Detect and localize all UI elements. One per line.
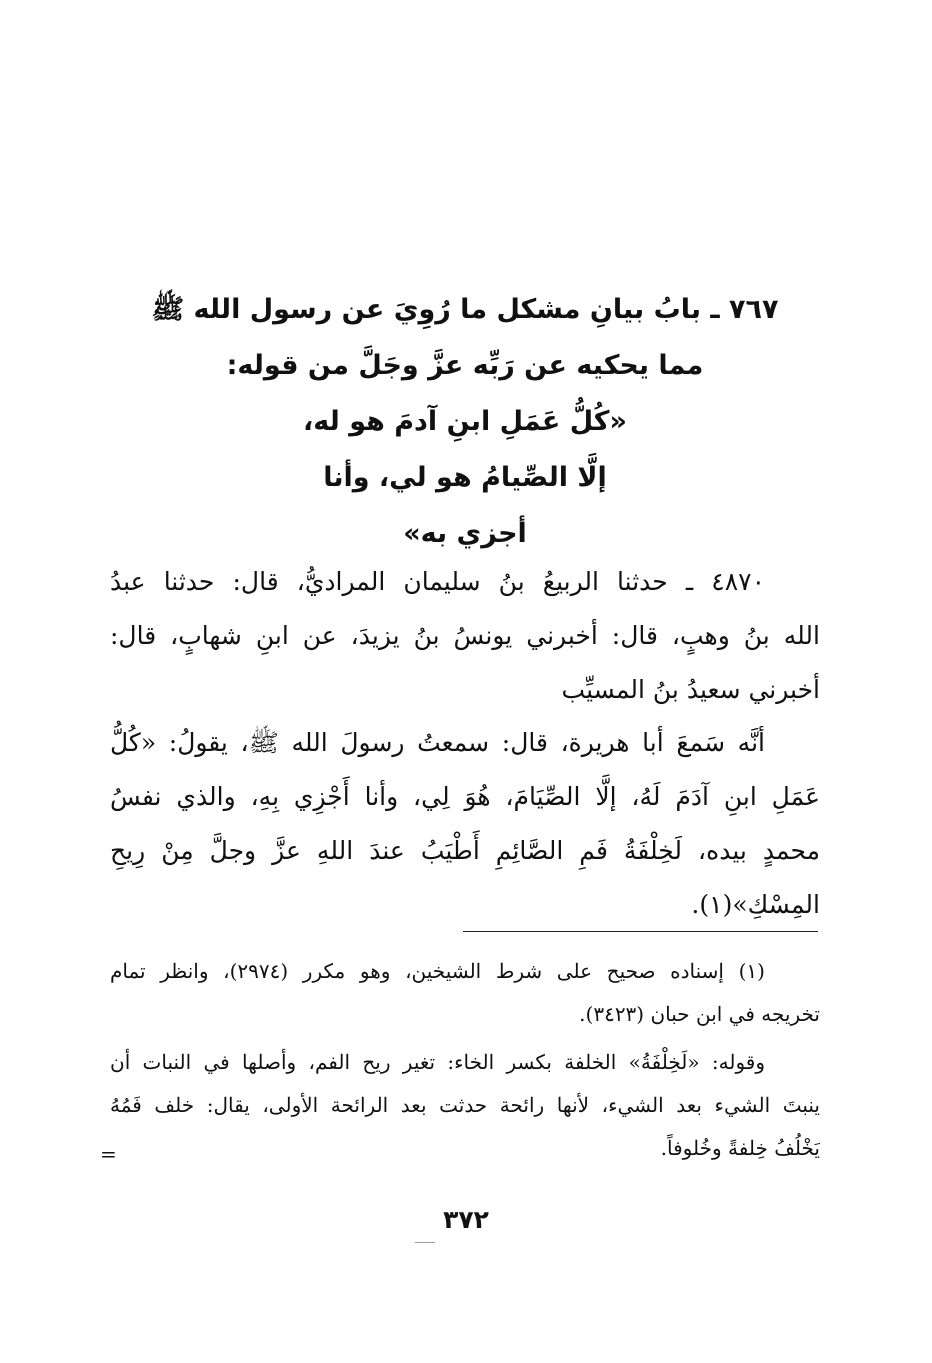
footnote-line: يَخْلُفُ خِلفةً وخُلوفاً. (660, 1136, 820, 1160)
matn-line: عَمَلِ ابنِ آدَمَ لَهُ، إلَّا الصِّيَامَ، هُوَ لِي، وأنا أَجْزِي بِهِ، والذي نفسُ (110, 782, 820, 811)
chapter-heading-line: ٧٦٧ ـ بابُ بيانِ مشكل ما رُوِيَ عن رسول الله ﷺ (151, 294, 779, 325)
isnad-line: ٤٨٧٠ ـ حدثنا الربيعُ بنُ سليمان المراديُّ، قال: حدثنا عبدُ (110, 567, 765, 596)
chapter-heading-line: أجزي به» (403, 518, 527, 549)
footnote-line: (١) إسناده صحيح على شرط الشيخين، وهو مكرر (٢٩٧٤)، وانظر تمام (110, 959, 765, 983)
footnotes (110, 950, 820, 1170)
footnote-line: وقوله: «لَخِلْفَةُ» الخلفة بكسر الخاء: تغير ريح الفم، وأصلها في النبات أن (110, 1050, 765, 1074)
chapter-heading-line: إلَّا الصِّيامُ هو لي، وأنا (323, 462, 607, 493)
footnote-line: ينبتَ الشيء بعد الشيء، لأنها رائحة حدثت بعد الرائحة الأولى، يقال: خلف فَمُهُ (110, 1093, 820, 1117)
chapter-heading-line: «كُلُّ عَمَلِ ابنِ آدمَ هو له، (303, 406, 627, 437)
matn-line: محمدٍ بيده، لَخِلْفَةُ فَمِ الصَّائِمِ أَطْيَبُ عندَ اللهِ عزَّ وجلَّ مِنْ رِيحِ (110, 836, 820, 865)
page-number-underline (415, 1242, 435, 1243)
footnote-divider (463, 931, 818, 932)
matn-line: المِسْكِ»(١). (691, 890, 820, 919)
chapter-heading-line: مما يحكيه عن رَبِّه عزَّ وجَلَّ من قوله: (226, 350, 704, 381)
hadith-matn (110, 716, 820, 932)
matn-line: أنَّه سَمعَ أبا هريرة، قال: سمعتُ رسولَ الله ﷺ، يقولُ: «كُلُّ (110, 728, 765, 757)
footnote-line: تخريجه في ابن حبان (٣٤٢٣). (579, 1002, 820, 1026)
page-number: ٣٧٢ (443, 1205, 489, 1234)
isnad-line: الله بنُ وهبٍ، قال: أخبرني يونسُ بنُ يزيدَ، عن ابنِ شهابٍ، قال: (110, 621, 820, 650)
isnad-line: أخبرني سعيدُ بنُ المسيِّب (561, 675, 820, 704)
footnote-continue-mark: = (100, 1142, 117, 1166)
hadith-isnad (110, 555, 820, 717)
chapter-heading (110, 282, 820, 562)
